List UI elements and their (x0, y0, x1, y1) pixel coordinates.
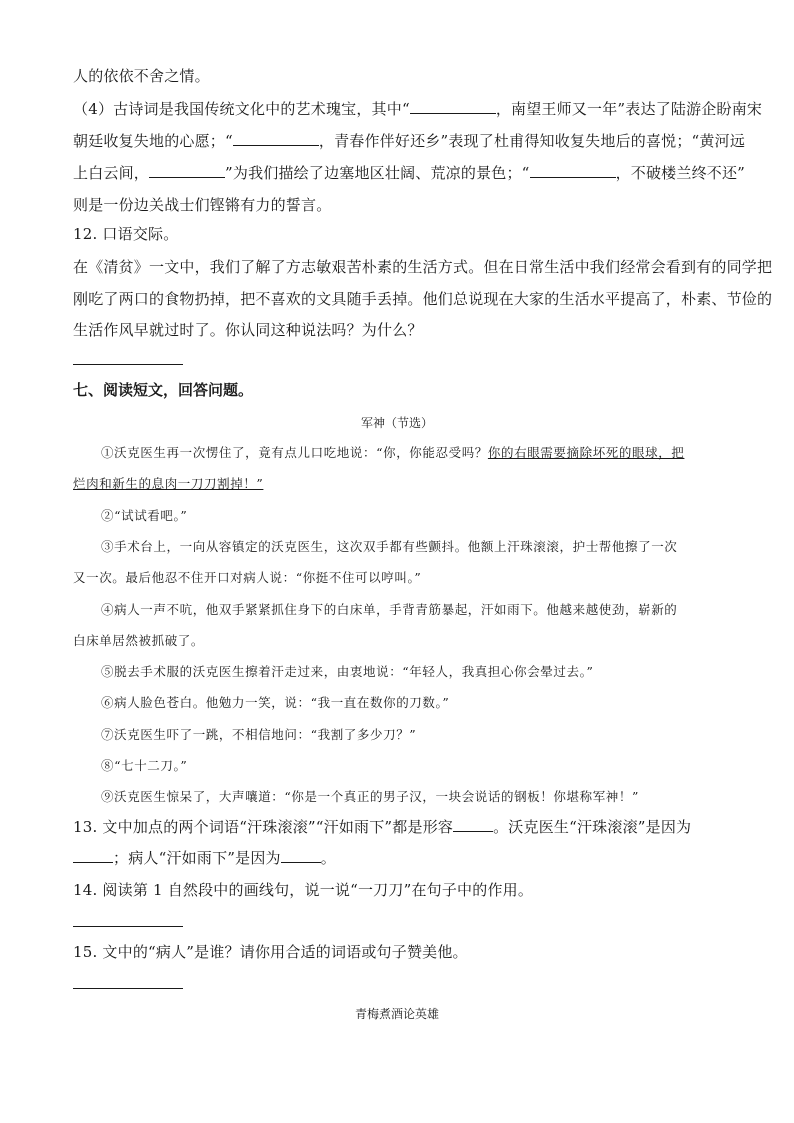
text-segment: 。 (320, 849, 336, 867)
text-line: 人的依依不舍之情。 (73, 67, 210, 85)
text-segment: ，青春作伴好还乡”表现了杜甫得知收复失地后的喜悦；“黄河远 (318, 132, 746, 150)
text-segment: ；病人“汗如雨下”是因为 (113, 849, 281, 867)
question-14: 14. 阅读第 1 自然段中的画线句，说一说“一刀刀”在句子中的作用。 (73, 881, 534, 899)
text-segment: ，不破楼兰终不还” (615, 164, 746, 182)
question-4-line-2 (73, 131, 745, 151)
text-segment: 。沃克医生“汗珠滚滚”是因为 (493, 818, 692, 836)
answer-blank[interactable] (530, 163, 616, 178)
text-segment: ，南望王师又一年”表达了陆游企盼南宋 (495, 100, 763, 118)
text-line: 则是一份边关战士们铿锵有力的誓言。 (73, 196, 332, 214)
story-paragraph-8: ⑧“七十二刀。” (101, 758, 188, 773)
question-15: 15. 文中的“病人”是谁？请你用合适的词语或句子赞美他。 (73, 943, 468, 961)
story-paragraph-4-line-1: ④病人一声不吭，他双手紧紧抓住身下的白床单，手背青筋暴起，汗如雨下。他越来越使劲，崭新的 (101, 602, 678, 617)
text-segment: 13. 文中加点的两个词语“汗珠滚滚”“汗如雨下”都是形容 (73, 818, 454, 836)
story-paragraph-3-line-2: 又一次。最后他忍不住开口对病人说：“你挺不住可以哼叫。” (73, 570, 422, 585)
text-segment: （4）古诗词是我国传统文化中的艺术瑰宝，其中“ (73, 100, 410, 118)
underlined-sentence: 你的右眼需要摘除坏死的眼球，把 (487, 445, 685, 460)
text-segment: ①沃克医生再一次愣住了，竟有点儿口吃地说：“你，你能忍受吗？ (101, 445, 488, 460)
answer-line[interactable] (73, 364, 183, 365)
answer-blank[interactable] (233, 131, 319, 146)
answer-line[interactable] (73, 926, 183, 927)
answer-blank[interactable] (410, 99, 496, 114)
section-7-heading: 七、阅读短文，回答问题。 (73, 381, 254, 399)
question-12-heading: 12. 口语交际。 (73, 225, 179, 243)
text-segment: ”为我们描绘了边塞地区壮阔、荒凉的景色；“ (225, 164, 530, 182)
story-paragraph-1-line-1 (101, 443, 684, 463)
answer-blank[interactable] (453, 817, 493, 832)
question-4-line-1 (73, 99, 762, 119)
question-12-line-1: 在《清贫》一文中，我们了解了方志敏艰苦朴素的生活方式。但在日常生活中我们经常会看到有的同学把 (73, 258, 773, 276)
story-paragraph-6: ⑥病人脸色苍白。他勉力一笑，说：“我一直在数你的刀数。” (101, 695, 450, 710)
passage-title: 军神（节选） (360, 416, 433, 430)
answer-blank[interactable] (149, 163, 225, 178)
story-paragraph-7: ⑦沃克医生吓了一跳，不相信地问：“我割了多少刀？” (101, 727, 417, 742)
underlined-sentence: 烂肉和新生的息肉一刀刀割掉！” (73, 476, 264, 491)
passage-title: 青梅煮酒论英雄 (354, 1007, 439, 1021)
answer-blank[interactable] (281, 848, 321, 863)
question-13-line-1 (73, 817, 691, 837)
question-4-line-3 (73, 163, 745, 183)
story-paragraph-4-line-2: 白床单居然被抓破了。 (73, 633, 205, 648)
answer-line[interactable] (73, 988, 183, 989)
story-paragraph-1-line-2 (73, 474, 263, 494)
question-13-line-2 (73, 848, 336, 868)
question-12-line-3: 生活作风早就过时了。你认同这种说法吗？为什么？ (73, 321, 423, 339)
story-paragraph-5: ⑤脱去手术服的沃克医生擦着汗走过来，由衷地说：“年轻人，我真担心你会晕过去。” (101, 664, 594, 679)
answer-blank[interactable] (73, 848, 113, 863)
story-paragraph-3-line-1: ③手术台上，一向从容镇定的沃克医生，这次双手都有些颤抖。他额上汗珠滚滚，护士帮他擦了一次 (101, 539, 678, 554)
text-segment: 朝廷收复失地的心愿；“ (73, 132, 233, 150)
question-12-line-2: 刚吃了两口的食物扔掉，把不喜欢的文具随手丢掉。他们总说现在大家的生活水平提高了，朴素、节俭的 (73, 290, 773, 308)
story-paragraph-9: ⑨沃克医生惊呆了，大声嚷道：“你是一个真正的男子汉，一块会说话的钢板！你堪称军神！” (101, 789, 639, 804)
text-segment: 上白云间， (73, 164, 150, 182)
story-paragraph-2: ②“试试看吧。” (101, 508, 188, 523)
